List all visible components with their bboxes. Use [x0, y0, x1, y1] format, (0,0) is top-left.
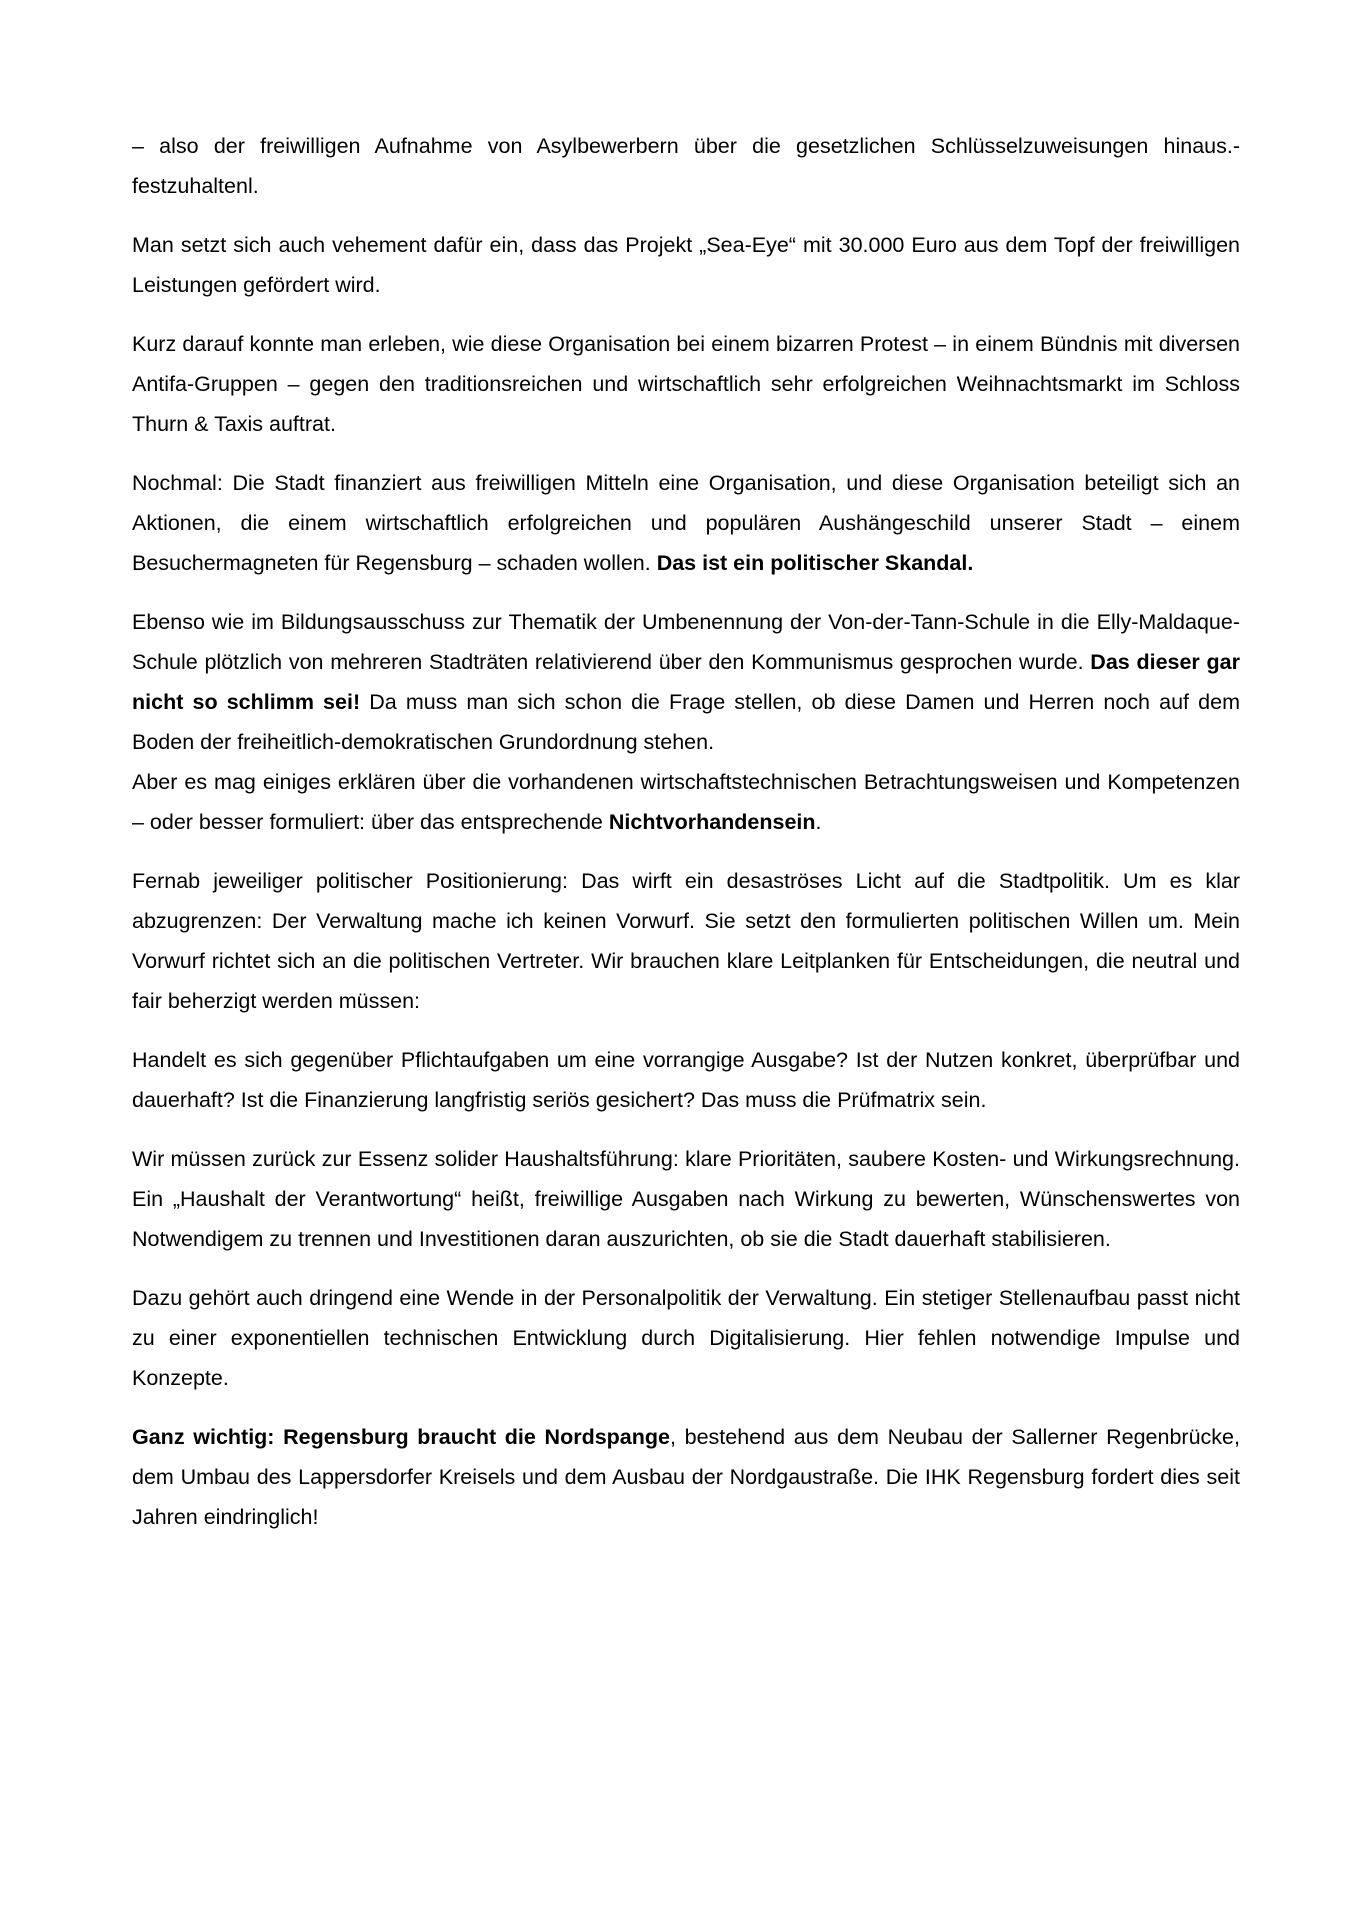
paragraph-11 [132, 1417, 1240, 1537]
text-run: Handelt es sich gegenüber Pflichtaufgaben um eine vorrangige Ausgabe? Ist der Nutzen konkret, überprüfbar und dauerhaft? Ist die Finanzierung langfristig seriös gesichert? Das muss die Prüfmatrix sein. [132, 1048, 1240, 1112]
text-run: Dazu gehört auch dringend eine Wende in der Personalpolitik der Verwaltung. Ein stetiger Stellenaufbau passt nicht zu einer exponentiellen technischen Entwicklung durch Digitalisierung. Hier fehlen notwendige Impulse und Konzepte. [132, 1286, 1240, 1390]
bold-text-run: Das dieser gar nicht so schlimm sei! [132, 650, 1240, 714]
text-run: , bestehend aus dem Neubau der Sallerner Regenbrücke, dem Umbau des Lappersdorfer Kreisels und dem Ausbau der Nordgaustraße. Die IHK Regensburg fordert dies seit Jahren eindringlich! [132, 1425, 1240, 1529]
paragraph-10 [132, 1278, 1240, 1398]
text-run: Kurz darauf konnte man erleben, wie diese Organisation bei einem bizarren Protest – in einem Bündnis mit diversen Antifa-Gruppen – gegen den traditionsreichen und wirtschaftlich sehr erfolgreichen Weihnachtsmarkt im Schloss Thurn & Taxis auftrat. [132, 332, 1240, 436]
text-run: Man setzt sich auch vehement dafür ein, dass das Projekt „Sea-Eye“ mit 30.000 Euro aus dem Topf der freiwilligen Leistungen gefördert wird. [132, 233, 1240, 297]
bold-text-run: Nichtvorhandensein [608, 810, 816, 834]
text-run: . [815, 810, 822, 834]
text-run: Da muss man sich schon die Frage stellen, ob diese Damen und Herren noch auf dem Boden der freiheitlich-demokratischen Grundordnung stehen. [132, 690, 1240, 754]
text-run: – also der freiwilligen Aufnahme von Asylbewerbern über die gesetzlichen Schlüsselzuweisungen hinaus.- festzuhaltenl. [132, 134, 1240, 198]
bold-text-run: Ganz wichtig: Regensburg braucht die Nordspange [132, 1425, 670, 1449]
paragraph-2 [132, 225, 1240, 305]
paragraph-3 [132, 324, 1240, 444]
bold-text-run: Das ist ein politischer Skandal. [656, 551, 974, 575]
text-run: Fernab jeweiliger politischer Positionierung: Das wirft ein desaströses Licht auf die Stadtpolitik. Um es klar abzugrenzen: Der Verwaltung mache ich keinen Vorwurf. Sie setzt den formulierten politischen Willen um. Mein Vorwurf richtet sich an die politischen Vertreter. Wir brauchen klare Leitplanken für Entscheidungen, die neutral und fair beherzigt werden müssen: [132, 869, 1240, 1013]
paragraph-7 [132, 861, 1240, 1021]
text-run: Aber es mag einiges erklären über die vorhandenen wirtschaftstechnischen Betrachtungsweisen und Kompetenzen – oder besser formuliert: über das entsprechende [132, 770, 1240, 834]
paragraph-1 [132, 126, 1240, 206]
text-run: Ebenso wie im Bildungsausschuss zur Thematik der Umbenennung der Von-der-Tann-Schule in die Elly-Maldaque-Schule plötzlich von mehreren Stadträten relativierend über den Kommunismus gesprochen wurde. [132, 610, 1240, 674]
paragraph-8 [132, 1040, 1240, 1120]
paragraph-9 [132, 1139, 1240, 1259]
document-content [132, 126, 1240, 1556]
paragraph-4 [132, 463, 1240, 583]
text-run: Wir müssen zurück zur Essenz solider Haushaltsführung: klare Prioritäten, saubere Kosten- und Wirkungsrechnung. Ein „Haushalt der Verantwortung“ heißt, freiwillige Ausgaben nach Wirkung zu bewerten, Wünschenswertes von Notwendigem zu trennen und Investitionen daran auszurichten, ob sie die Stadt dauerhaft stabilisieren. [132, 1147, 1240, 1251]
text-run: Nochmal: Die Stadt finanziert aus freiwilligen Mitteln eine Organisation, und diese Organisation beteiligt sich an Aktionen, die einem wirtschaftlich erfolgreichen und populären Aushängeschild unserer Stadt – einem Besuchermagneten für Regensburg – schaden wollen. [132, 471, 1240, 575]
paragraph-6 [132, 762, 1240, 842]
paragraph-5 [132, 602, 1240, 762]
